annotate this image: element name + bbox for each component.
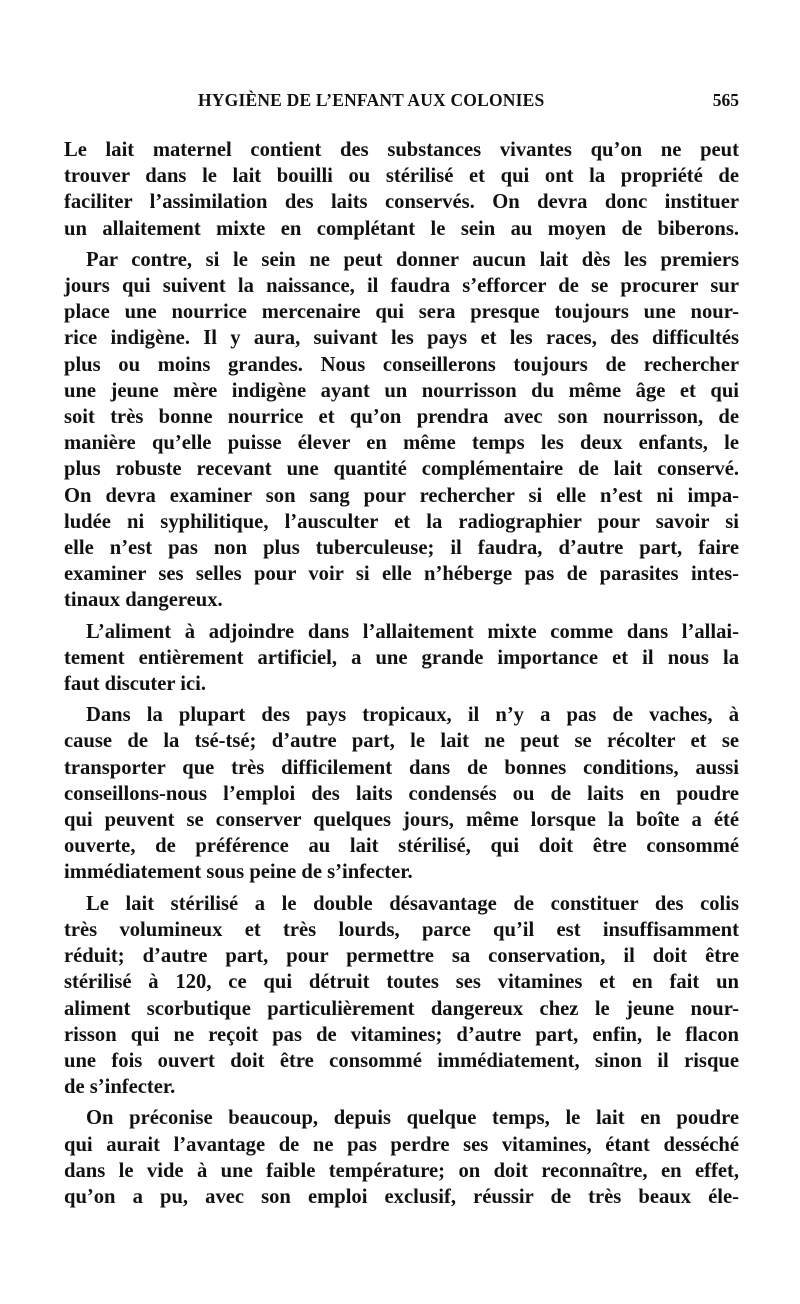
paragraph — [64, 137, 739, 242]
text-line: ludée ni syphilitique, l’ausculter et la radiographier pour savoir si — [64, 510, 739, 533]
text-line: réduit; d’autre part, pour permettre sa conservation, il doit être — [64, 945, 739, 968]
text-line: plus ou moins grandes. Nous conseillerons toujours de rechercher — [64, 353, 739, 376]
paragraph — [64, 1105, 739, 1210]
text-line: de s’infecter. — [64, 1076, 176, 1099]
text-line: immédiatement sous peine de s’infecter. — [64, 861, 413, 884]
text-line: qui peuvent se conserver quelques jours, même lorsque la boîte a été — [64, 809, 739, 832]
text-line: Le lait stérilisé a le double désavantage de constituer des colis — [86, 892, 739, 915]
text-line: trouver dans le lait bouilli ou stérilisé et qui ont la propriété de — [64, 165, 739, 188]
text-line: jours qui suivent la naissance, il faudra s’efforcer de se procurer sur — [64, 275, 739, 298]
text-line: faut discuter ici. — [64, 673, 207, 696]
text-line: conseillons-nous l’emploi des laits condensés ou de laits en poudre — [64, 782, 739, 805]
text-line: Le lait maternel contient des substances vivantes qu’on ne peut — [64, 139, 739, 161]
text-line: transporter que très difficilement dans de bonnes conditions, aussi — [64, 756, 739, 779]
paragraph — [64, 619, 739, 698]
page-body — [64, 137, 739, 1210]
text-line: soit très bonne nourrice et qu’on prendra avec son nourrisson, de — [64, 406, 739, 429]
running-title: HYGIÈNE DE L’ENFANT AUX COLONIES — [198, 90, 545, 110]
text-line: risson qui ne reçoit pas de vitamines; d’autre part, enfin, le flacon — [64, 1023, 739, 1046]
text-line: aliment scorbutique particulièrement dangereux chez le jeune nour- — [64, 997, 739, 1020]
page-number: 565 — [712, 90, 739, 110]
text-line: qui aurait l’avantage de ne pas perdre ses vitamines, étant desséché — [64, 1133, 739, 1156]
paragraph — [64, 702, 739, 885]
text-line: manière qu’elle puisse élever en même temps les deux enfants, le — [64, 432, 739, 455]
text-line: Dans la plupart des pays tropicaux, il n’y a pas de vaches, à — [86, 704, 739, 727]
text-line: place une nourrice mercenaire qui sera presque toujours une nour- — [64, 301, 739, 324]
text-line: tinaux dangereux. — [64, 589, 223, 612]
text-line: rice indigène. Il y aura, suivant les pays et les races, des difficultés — [64, 327, 739, 350]
paragraph — [64, 247, 739, 614]
text-line: ouverte, de préférence au lait stérilisé, qui doit être consommé — [64, 835, 739, 858]
text-line: une jeune mère indigène ayant un nourrisson du même âge et qui — [64, 379, 739, 402]
text-line: faciliter l’assimilation des laits conservés. On devra donc instituer — [64, 191, 739, 214]
text-line: On préconise beaucoup, depuis quelque temps, le lait en poudre — [86, 1107, 739, 1130]
text-line: stérilisé à 120, ce qui détruit toutes ses vitamines et en fait un — [64, 971, 739, 994]
text-line: dans le vide à une faible température; on doit reconnaître, en effet, — [64, 1159, 739, 1182]
text-line: On devra examiner son sang pour rechercher si elle n’est ni impa- — [64, 484, 739, 507]
text-line: une fois ouvert doit être consommé immédiatement, sinon il risque — [64, 1049, 739, 1072]
running-header — [64, 90, 739, 116]
text-line: plus robuste recevant une quantité complémentaire de lait conservé. — [64, 458, 739, 481]
text-line: qu’on a pu, avec son emploi exclusif, réussir de très beaux éle- — [64, 1185, 739, 1208]
text-line: très volumineux et très lourds, parce qu’il est insuffisamment — [64, 918, 739, 941]
paragraph — [64, 891, 739, 1101]
text-line: tement entièrement artificiel, a une grande importance et il nous la — [64, 646, 739, 669]
text-line: examiner ses selles pour voir si elle n’héberge pas de parasites intes- — [64, 563, 739, 586]
text-line: elle n’est pas non plus tuberculeuse; il faudra, d’autre part, faire — [64, 537, 739, 560]
text-line: cause de la tsé-tsé; d’autre part, le lait ne peut se récolter et se — [64, 730, 739, 753]
text-line: Par contre, si le sein ne peut donner aucun lait dès les premiers — [86, 248, 739, 271]
text-line: L’aliment à adjoindre dans l’allaitement mixte comme dans l’allai- — [86, 620, 739, 643]
text-line: un allaitement mixte en complétant le sein au moyen de biberons. — [64, 217, 739, 240]
